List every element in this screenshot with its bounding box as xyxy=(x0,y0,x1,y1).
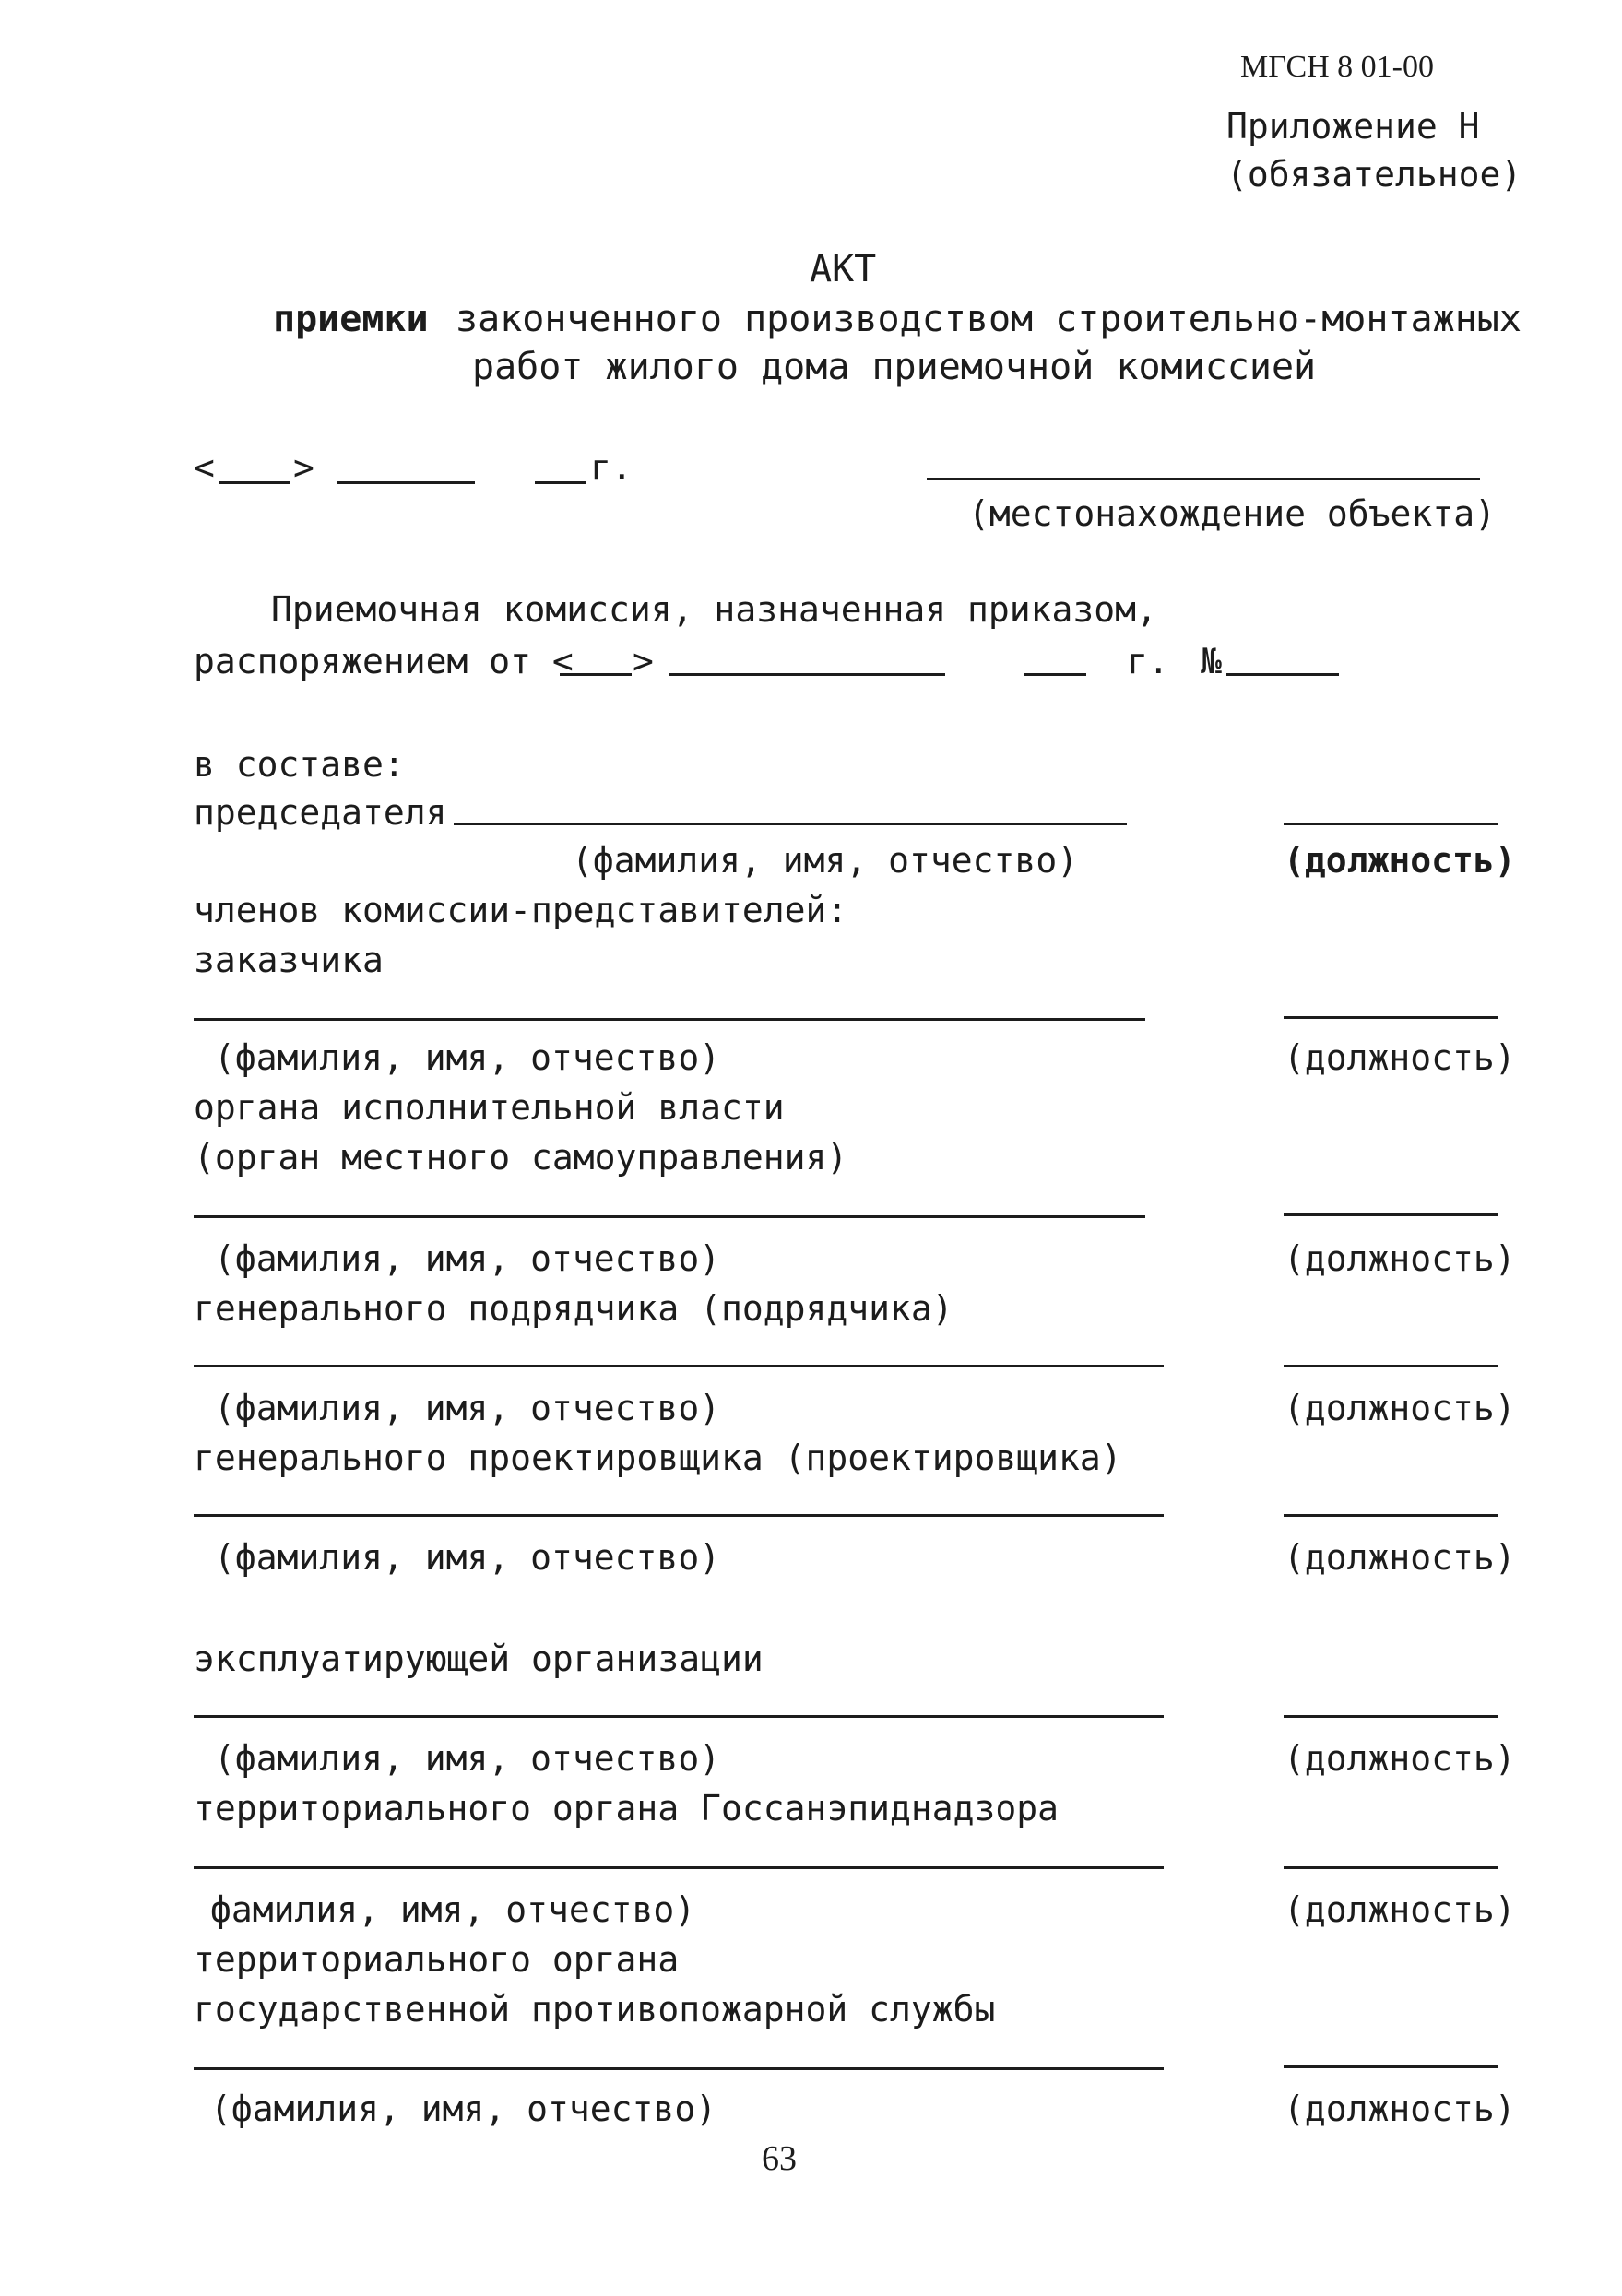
chairman-name-field[interactable] xyxy=(454,823,1127,825)
contractor-fio-caption: (фамилия, имя, отчество) xyxy=(214,1388,721,1428)
fire-service-fio-caption: (фамилия, имя, отчество) xyxy=(210,2089,717,2129)
chairman-position-field[interactable] xyxy=(1284,823,1498,825)
customer-position-caption: (должность) xyxy=(1284,1037,1516,1078)
designer-name-field[interactable] xyxy=(194,1514,1164,1517)
customer-fio-caption: (фамилия, имя, отчество) xyxy=(214,1037,721,1078)
order-year-field[interactable] xyxy=(1024,673,1086,676)
contractor-position-caption: (должность) xyxy=(1284,1388,1516,1428)
order-number-field[interactable] xyxy=(1226,673,1339,676)
customer-label: заказчика xyxy=(194,940,384,980)
date-close-quote: > xyxy=(293,447,314,488)
customer-position-field[interactable] xyxy=(1284,1016,1498,1019)
order-year-suffix: г. xyxy=(1127,641,1169,681)
designer-label: генерального проектировщика (проектировщика) xyxy=(194,1438,1122,1478)
order-month-field[interactable] xyxy=(669,673,945,676)
operator-fio-caption: (фамилия, имя, отчество) xyxy=(214,1738,721,1779)
date-year-field[interactable] xyxy=(535,481,586,484)
executive-name-field[interactable] xyxy=(194,1215,1145,1218)
date-month-field[interactable] xyxy=(337,481,475,484)
customer-name-field[interactable] xyxy=(194,1018,1145,1021)
order-close-quote: > xyxy=(633,641,654,681)
contractor-label: генерального подрядчика (подрядчика) xyxy=(194,1288,953,1329)
date-open-quote: < xyxy=(194,447,215,488)
fire-service-position-caption: (должность) xyxy=(1284,2089,1516,2129)
commission-line2-prefix: распоряжением от < xyxy=(194,641,574,681)
operator-name-field[interactable] xyxy=(194,1715,1164,1718)
order-day-field[interactable] xyxy=(560,673,632,676)
members-heading: членов комиссии-представителей: xyxy=(194,890,848,930)
chairman-label: председателя xyxy=(194,792,447,833)
operator-position-caption: (должность) xyxy=(1284,1738,1516,1779)
designer-fio-caption: (фамилия, имя, отчество) xyxy=(214,1537,721,1578)
order-number-sign: № xyxy=(1201,641,1222,681)
appendix-note: (обязательное) xyxy=(1226,154,1522,195)
act-title-bold-word: приемки xyxy=(273,298,429,340)
executive-label-line1: органа исполнительной власти xyxy=(194,1087,785,1128)
fire-service-label-line2: государственной противопожарной службы xyxy=(194,1989,996,2030)
act-title: АКТ xyxy=(810,248,877,290)
contractor-name-field[interactable] xyxy=(194,1365,1164,1367)
fire-service-name-field[interactable] xyxy=(194,2067,1164,2070)
operator-position-field[interactable] xyxy=(1284,1715,1498,1718)
executive-fio-caption: (фамилия, имя, отчество) xyxy=(214,1238,721,1279)
sanitary-position-caption: (должность) xyxy=(1284,1889,1516,1930)
sanitary-fio-caption: фамилия, имя, отчество) xyxy=(210,1889,696,1930)
designer-position-caption: (должность) xyxy=(1284,1537,1516,1578)
sanitary-position-field[interactable] xyxy=(1284,1866,1498,1869)
fire-service-position-field[interactable] xyxy=(1284,2065,1498,2068)
sanitary-name-field[interactable] xyxy=(194,1866,1164,1869)
appendix-label: Приложение Н xyxy=(1226,106,1480,147)
location-caption: (местонахождение объекта) xyxy=(968,493,1496,534)
date-day-field[interactable] xyxy=(219,481,290,484)
operator-label: эксплуатирующей организации xyxy=(194,1639,764,1679)
fire-service-label-line1: территориального органа xyxy=(194,1939,680,1980)
designer-position-field[interactable] xyxy=(1284,1514,1498,1517)
composition-heading: в составе: xyxy=(194,744,405,785)
document-code: МГСН 8 01-00 xyxy=(1240,50,1434,84)
act-title-line3: работ жилого дома приемочной комиссией xyxy=(472,346,1317,388)
location-field[interactable] xyxy=(927,478,1480,480)
act-title-line2: законченного производством строительно-монтажных xyxy=(456,298,1521,340)
commission-line1: Приемочная комиссия, назначенная приказом, xyxy=(271,589,1157,630)
date-year-suffix: г. xyxy=(590,447,633,488)
executive-position-field[interactable] xyxy=(1284,1213,1498,1216)
chairman-position-caption: (должность) xyxy=(1284,840,1516,881)
chairman-fio-caption: (фамилия, имя, отчество) xyxy=(572,840,1079,881)
page-number: 63 xyxy=(762,2139,797,2178)
sanitary-label: территориального органа Госсанэпиднадзора xyxy=(194,1788,1059,1829)
executive-position-caption: (должность) xyxy=(1284,1238,1516,1279)
executive-label-line2: (орган местного самоуправления) xyxy=(194,1137,848,1178)
contractor-position-field[interactable] xyxy=(1284,1365,1498,1367)
